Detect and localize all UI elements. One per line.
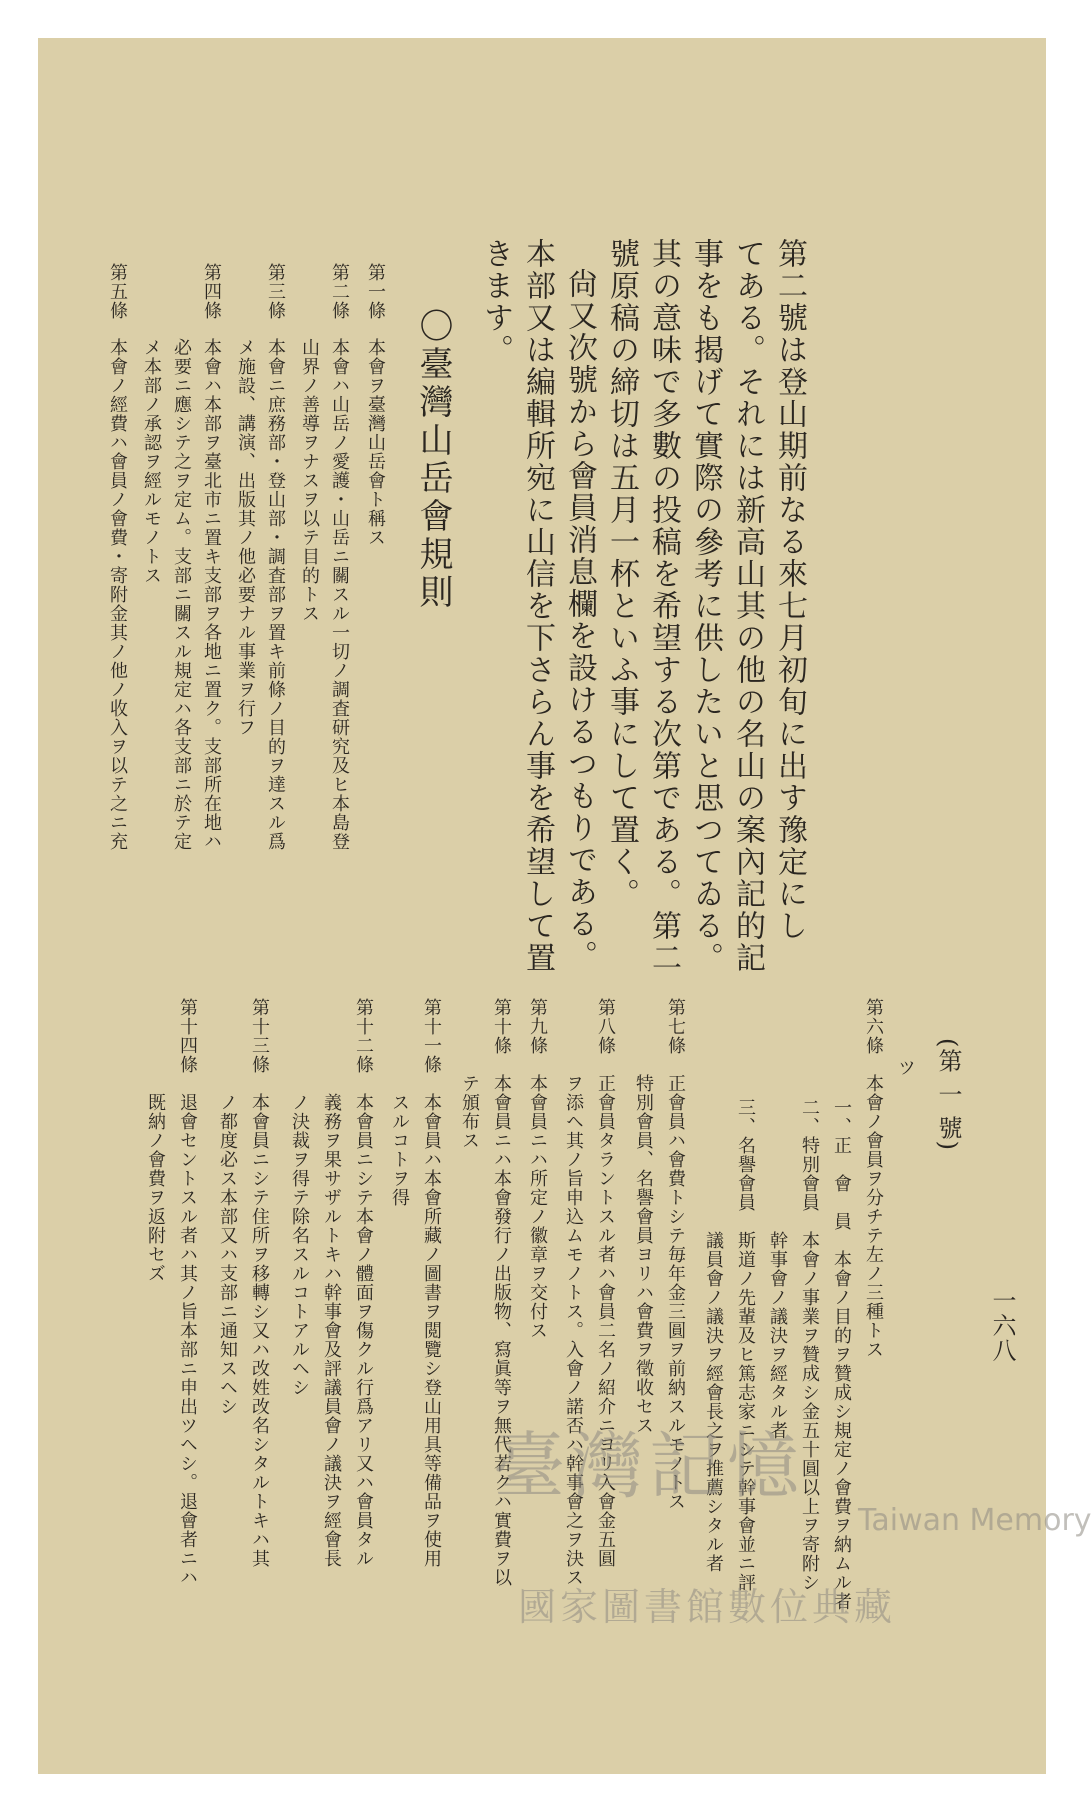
rule-line: ヲ添ヘ其ノ旨申込ムモノトス。入會ノ諾否ハ幹事會之ヲ決ス xyxy=(563,998,584,1587)
rule-line: 一、正 會 員 本會ノ目的ヲ贊成シ規定ノ會費ヲ納ムル者 xyxy=(831,1098,852,1611)
page-number: 一六八 xyxy=(988,1288,1016,1363)
issue-label: (第 一 號) xyxy=(934,1038,962,1151)
top-line: 事をも揭げて實際の參考に供したいと思つてゐる。 xyxy=(688,238,723,974)
top-line: 第二號は登山期前なる來七月初旬に出す豫定にし xyxy=(772,238,807,942)
rule-line: 第六條 本會ノ會員ヲ分チテ左ノ三種トス xyxy=(863,998,884,1359)
rule-line: 幹事會ノ議決ヲ經タル者 xyxy=(767,1098,788,1440)
top-line: 號原稿の締切は五月一杯といふ事にして置く。 xyxy=(604,238,639,910)
article-text: 本會ノ經費ハ會員ノ會費・寄附金其ノ他ノ收入ヲ以テ之ニ充 xyxy=(107,338,128,851)
top-line: 本部又は編輯所宛に山信を下さらん事を希望して置 xyxy=(520,238,555,974)
rule-line: 議員會ノ議決ヲ經會長之ヲ推薦シタル者 xyxy=(703,1098,724,1573)
rules-title: 〇臺灣山岳會規則 xyxy=(413,308,453,612)
rule-line: 三、名譽會員 斯道ノ先輩及ヒ篤志家ニシテ幹事會並ニ評 xyxy=(735,1098,756,1592)
top-line: きます。 xyxy=(478,238,513,366)
article-text: メ本部ノ承認ヲ經ルモノトス xyxy=(141,338,162,585)
top-line: 其の意味で多數の投稿を希望する次第である。第二 xyxy=(646,238,681,974)
top-line: てある。それには新高山其の他の名山の案內記的記 xyxy=(730,238,765,974)
article-label: 第五條 xyxy=(107,263,128,320)
article-label: 第三條 xyxy=(265,263,286,320)
article-label: 第二條 xyxy=(329,263,350,320)
rule-line: 第八條 正會員タラントスル者ハ會員二名ノ紹介ニヨリ入會金五圓 xyxy=(595,998,616,1568)
document-page xyxy=(38,38,1092,1774)
watermark-library: 國家圖書館數位典藏 xyxy=(518,1585,897,1629)
rule-line: 既納ノ會費ヲ返附セズ xyxy=(145,998,166,1283)
article-text: 本會ハ本部ヲ臺北市ニ置キ支部ヲ各地ニ置ク。支部所在地ハ xyxy=(201,338,222,851)
watermark-logo: 臺灣記憶 xyxy=(493,1424,806,1508)
rule-line: ノ決裁ヲ得テ除名スルコトアルヘシ xyxy=(289,998,310,1397)
article-label: 第一條 xyxy=(365,263,386,320)
article-text: 本會ハ山岳ノ愛護・山岳ニ關スル一切ノ調査研究及ヒ本島登 xyxy=(329,338,350,851)
article-text: 本會ヲ臺灣山岳會ト稱ス xyxy=(365,338,386,547)
rule-line: ツ xyxy=(895,1058,916,1077)
rule-line: テ頒布ス xyxy=(459,998,480,1150)
article-text: 山界ノ善導ヲナスヲ以テ目的トス xyxy=(299,338,320,623)
rule-line: 第十一條 本會員ハ本會所藏ノ圖書ヲ閲覽シ登山用具等備品ヲ使用 xyxy=(421,998,442,1568)
rule-line: 第十條 本會員ニハ本會發行ノ出版物、寫眞等ヲ無代若クハ實費ヲ以 xyxy=(491,998,512,1587)
rule-line: 第十三條 本會員ニシテ住所ヲ移轉シ又ハ改姓改名シタルトキハ其 xyxy=(249,998,270,1568)
rule-line: スルコトヲ得 xyxy=(389,998,410,1207)
rule-line: 義務ヲ果サザルトキハ幹事會及評議員會ノ議決ヲ經會長 xyxy=(321,998,342,1568)
rule-line: 第十二條 本會員ニシテ本會ノ體面ヲ傷クル行爲アリ又ハ會員タル xyxy=(353,998,374,1568)
rule-line: 二、特別會員 本會ノ事業ヲ贊成シ金五十圓以上ヲ寄附シ xyxy=(799,1098,820,1592)
rule-line: 第七條 正會員ハ會費トシテ毎年金三圓ヲ前納スルモノトス xyxy=(665,998,686,1511)
article-label: 第四條 xyxy=(201,263,222,320)
rule-line: 第九條 本會員ニハ所定ノ徽章ヲ交付ス xyxy=(527,998,548,1340)
top-line: 尙又次號から會員消息欄を設けるつもりである。 xyxy=(562,268,597,972)
rule-line: 第十四條 退會セントスル者ハ其ノ旨本部ニ申出ツヘシ。退會者ニハ xyxy=(177,998,198,1587)
article-text: 本會ニ庶務部・登山部・調査部ヲ置キ前條ノ目的ヲ達スル爲 xyxy=(265,338,286,851)
article-text: 必要ニ應シテ之ヲ定ム。支部ニ關スル規定ハ各支部ニ於テ定 xyxy=(171,338,192,851)
watermark-english: Taiwan Memory xyxy=(858,1503,1092,1538)
article-text: メ施設、講演、出版其ノ他必要ナル事業ヲ行フ xyxy=(235,338,256,737)
rule-line: 特別會員、名譽會員ヨリハ會費ヲ徵收セス xyxy=(633,998,654,1435)
rule-line: ノ都度必ス本部又ハ支部ニ通知スヘシ xyxy=(217,998,238,1416)
